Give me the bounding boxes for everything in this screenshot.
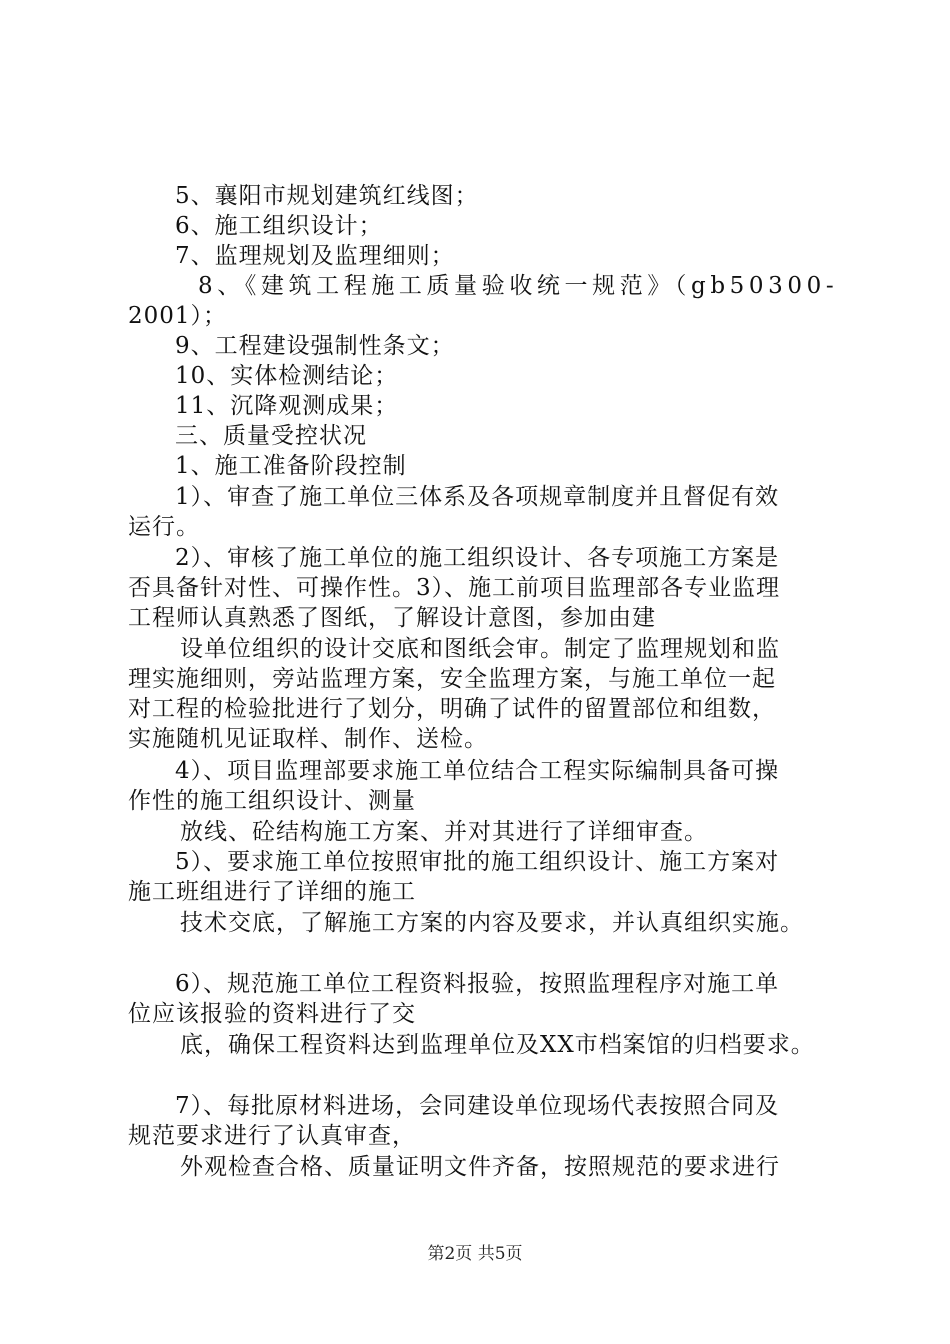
text-line: 否具备针对性、可操作性。3）、施工前项目监理部各专业监理 — [128, 575, 781, 601]
text-line: 9、工程建设强制性条文； — [175, 333, 455, 359]
text-line: 1）、审查了施工单位三体系及各项规章制度并且督促有效 — [175, 484, 780, 510]
text-line: 底，确保工程资料达到监理单位及XX市档案馆的归档要求。 — [180, 1032, 815, 1058]
text-line: 4）、项目监理部要求施工单位结合工程实际编制具备可操 — [175, 758, 780, 784]
text-line: 5）、要求施工单位按照审批的施工组织设计、施工方案对 — [175, 849, 780, 875]
text-line: 10、实体检测结论； — [175, 363, 399, 389]
text-line: 11、沉降观测成果； — [175, 393, 399, 419]
text-line: 工程师认真熟悉了图纸，了解设计意图，参加由建 — [128, 605, 656, 631]
text-line: 7）、每批原材料进场，会同建设单位现场代表按照合同及 — [175, 1093, 780, 1119]
text-line: 2）、审核了施工单位的施工组织设计、各专项施工方案是 — [175, 545, 780, 571]
text-line: 对工程的检验批进行了划分，明确了试件的留置部位和组数， — [128, 696, 776, 722]
text-line: 设单位组织的设计交底和图纸会审。制定了监理规划和监 — [180, 636, 780, 662]
text-line: 7、监理规划及监理细则； — [175, 243, 455, 269]
text-line: 6、施工组织设计； — [175, 213, 383, 239]
text-line: 位应该报验的资料进行了交 — [128, 1001, 416, 1027]
text-line: 外观检查合格、质量证明文件齐备，按照规范的要求进行 — [180, 1154, 780, 1180]
page-footer: 第2页 共5页 — [427, 1244, 523, 1264]
text-line: 2001）； — [128, 303, 228, 329]
text-line: 规范要求进行了认真审查， — [128, 1123, 416, 1149]
text-line: 实施随机见证取样、制作、送检。 — [128, 726, 488, 752]
text-line: 6）、规范施工单位工程资料报验，按照监理程序对施工单 — [175, 971, 780, 997]
subsection-heading: 1、施工准备阶段控制 — [175, 453, 407, 479]
text-line: 运行。 — [128, 514, 200, 540]
text-line: 施工班组进行了详细的施工 — [128, 879, 416, 905]
text-line: 5、襄阳市规划建筑红线图； — [175, 183, 479, 209]
text-line: 技术交底，了解施工方案的内容及要求，并认真组织实施。 — [180, 910, 804, 936]
section-heading: 三、质量受控状况 — [175, 423, 367, 449]
text-line: 放线、砼结构施工方案、并对其进行了详细审查。 — [180, 819, 708, 845]
text-line: 8、《建筑工程施工质量验收统一规范》（gb50300- — [198, 273, 839, 299]
text-line: 作性的施工组织设计、测量 — [128, 788, 416, 814]
text-line: 理实施细则，旁站监理方案，安全监理方案，与施工单位一起 — [128, 666, 776, 692]
